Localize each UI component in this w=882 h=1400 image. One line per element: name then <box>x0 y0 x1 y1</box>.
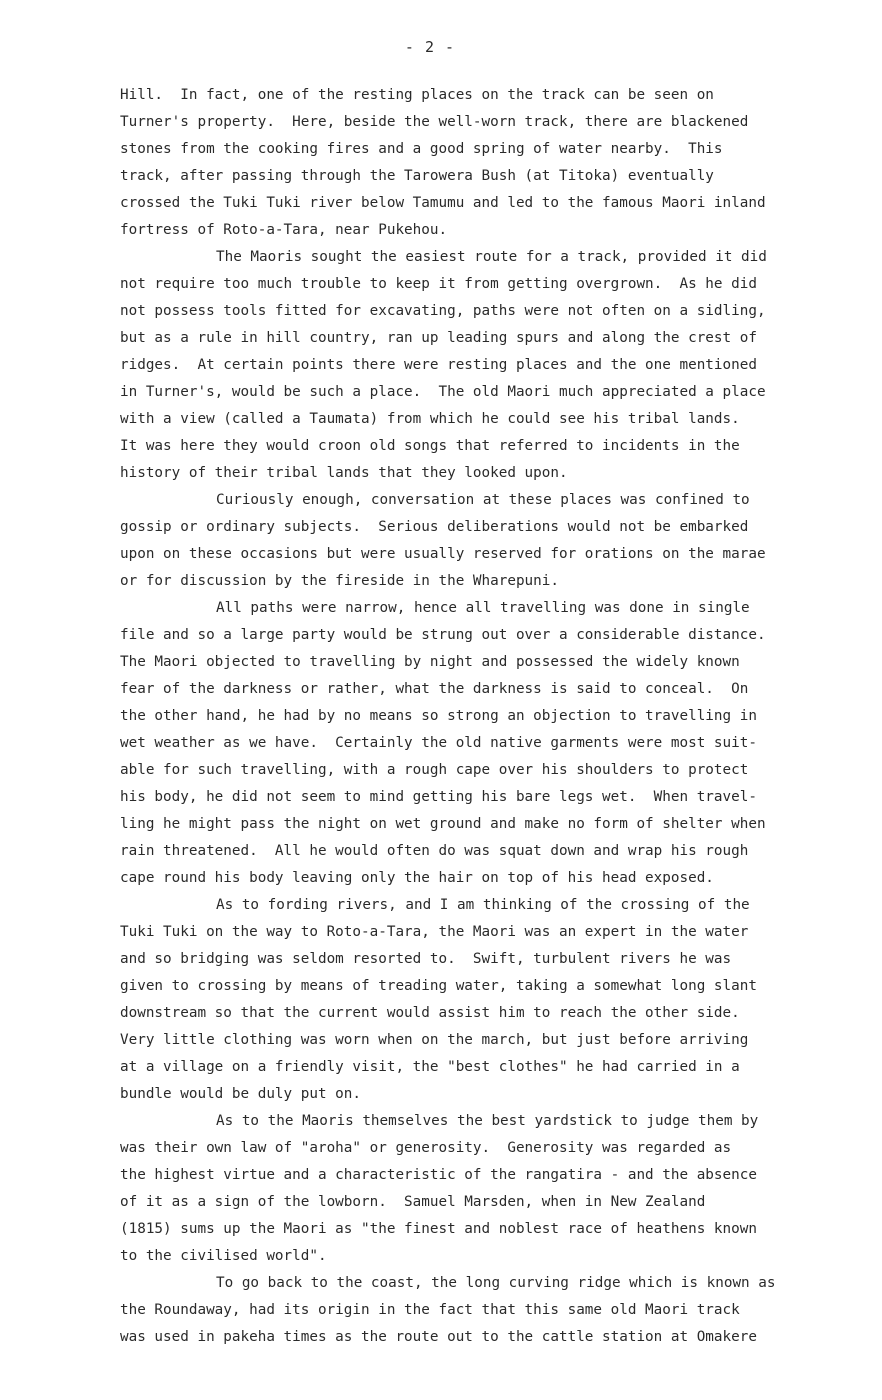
text-line: The Maori objected to travelling by night and possessed the widely known <box>120 654 740 670</box>
body-text <box>120 82 850 1351</box>
text-line: The Maoris sought the easiest route for a track, provided it did <box>216 249 767 265</box>
text-line: and so bridging was seldom resorted to. Swift, turbulent rivers he was <box>120 951 732 967</box>
text-line: Tuki Tuki on the way to Roto-a-Tara, the Maori was an expert in the water <box>120 924 749 940</box>
text-line: (1815) sums up the Maori as "the finest and noblest race of heathens known <box>120 1221 757 1237</box>
text-line: or for discussion by the fireside in the Wharepuni. <box>120 573 559 589</box>
text-line: Hill. In fact, one of the resting places on the track can be seen on <box>120 87 714 103</box>
text-line: All paths were narrow, hence all travelling was done in single <box>216 600 750 616</box>
text-line: in Turner's, would be such a place. The old Maori much appreciated a place <box>120 384 766 400</box>
text-line: given to crossing by means of treading water, taking a somewhat long slant <box>120 978 757 994</box>
text-line: downstream so that the current would assist him to reach the other side. <box>120 1005 740 1021</box>
text-line: the highest virtue and a characteristic of the rangatira - and the absence <box>120 1167 757 1183</box>
text-line: with a view (called a Taumata) from which he could see his tribal lands. <box>120 411 740 427</box>
text-line: bundle would be duly put on. <box>120 1086 362 1102</box>
text-line: not require too much trouble to keep it from getting overgrown. As he did <box>120 276 757 292</box>
text-line: stones from the cooking fires and a good spring of water nearby. This <box>120 141 723 157</box>
text-line: was used in pakeha times as the route out to the cattle station at Omakere <box>120 1329 757 1345</box>
text-line: but as a rule in hill country, ran up leading spurs and along the crest of <box>120 330 757 346</box>
text-line: upon on these occasions but were usually reserved for orations on the marae <box>120 546 766 562</box>
text-line: Turner's property. Here, beside the well-worn track, there are blackened <box>120 114 749 130</box>
text-line: fortress of Roto-a-Tara, near Pukehou. <box>120 222 448 238</box>
text-line: It was here they would croon old songs that referred to incidents in the <box>120 438 740 454</box>
text-line: not possess tools fitted for excavating, paths were not often on a sidling, <box>120 303 766 319</box>
text-line: file and so a large party would be strung out over a considerable distance. <box>120 627 766 643</box>
text-line: ling he might pass the night on wet ground and make no form of shelter when <box>120 816 766 832</box>
text-line: To go back to the coast, the long curving ridge which is known as <box>216 1275 776 1291</box>
text-line: Curiously enough, conversation at these places was confined to <box>216 492 750 508</box>
text-line: able for such travelling, with a rough cape over his shoulders to protect <box>120 762 749 778</box>
text-line: at a village on a friendly visit, the "best clothes" he had carried in a <box>120 1059 740 1075</box>
text-line: of it as a sign of the lowborn. Samuel Marsden, when in New Zealand <box>120 1194 706 1210</box>
text-line: Very little clothing was worn when on the march, but just before arriving <box>120 1032 749 1048</box>
text-line: cape round his body leaving only the hair on top of his head exposed. <box>120 870 714 886</box>
page-number: - 2 - <box>404 38 456 56</box>
text-line: ridges. At certain points there were resting places and the one mentioned <box>120 357 757 373</box>
text-line: his body, he did not seem to mind getting his bare legs wet. When travel- <box>120 789 757 805</box>
text-line: As to the Maoris themselves the best yardstick to judge them by <box>216 1113 759 1129</box>
text-line: gossip or ordinary subjects. Serious deliberations would not be embarked <box>120 519 749 535</box>
text-line: track, after passing through the Tarowera Bush (at Titoka) eventually <box>120 168 714 184</box>
text-line: was their own law of "aroha" or generosity. Generosity was regarded as <box>120 1140 732 1156</box>
text-line: rain threatened. All he would often do was squat down and wrap his rough <box>120 843 749 859</box>
text-line: crossed the Tuki Tuki river below Tamumu and led to the famous Maori inland <box>120 195 766 211</box>
text-line: the other hand, he had by no means so strong an objection to travelling in <box>120 708 757 724</box>
text-line: As to fording rivers, and I am thinking of the crossing of the <box>216 897 750 913</box>
text-line: fear of the darkness or rather, what the darkness is said to conceal. On <box>120 681 749 697</box>
text-line: history of their tribal lands that they looked upon. <box>120 465 568 481</box>
text-line: to the civilised world". <box>120 1248 327 1264</box>
text-line: wet weather as we have. Certainly the old native garments were most suit- <box>120 735 757 751</box>
text-line: the Roundaway, had its origin in the fact that this same old Maori track <box>120 1302 740 1318</box>
